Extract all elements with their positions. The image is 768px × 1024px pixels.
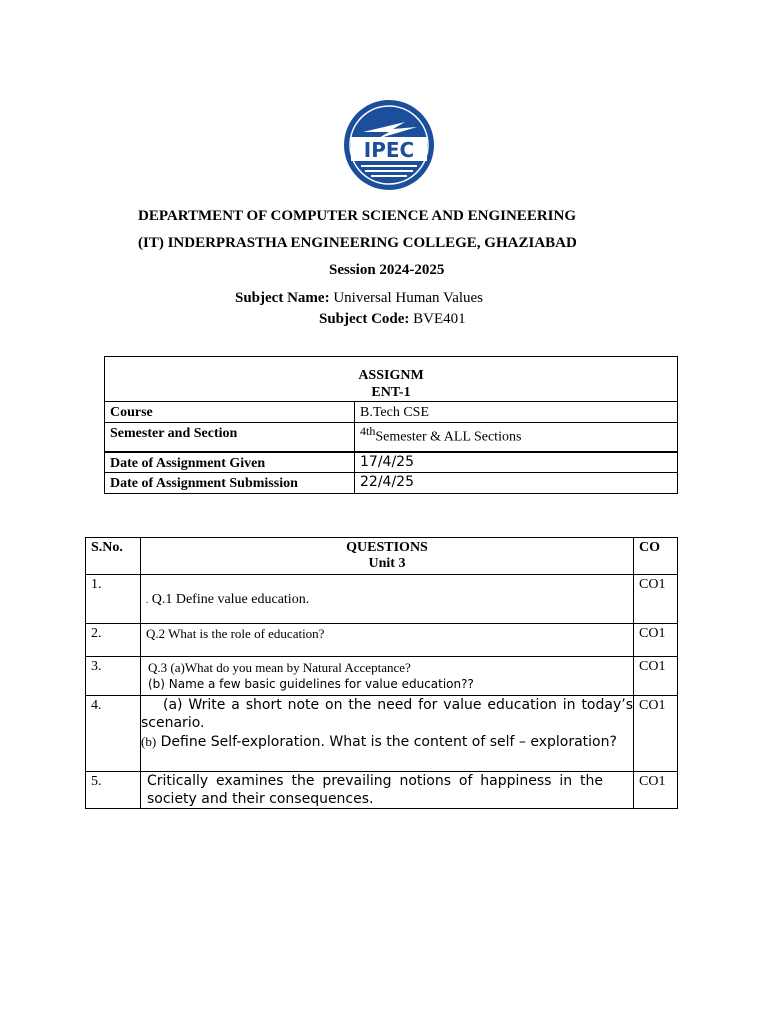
row-question-text: Q.2 What is the role of education? <box>141 624 634 657</box>
date-submission-value: 22/4/25 <box>355 473 678 494</box>
assignment-title-line2: ENT-1 <box>371 385 411 400</box>
row-sno: 1. <box>86 575 141 624</box>
row-question <box>141 696 634 772</box>
assignment-title-cell <box>105 357 678 402</box>
row-sno: 4. <box>86 696 141 772</box>
row-co: CO1 <box>634 696 678 772</box>
course-value: B.Tech CSE <box>355 402 678 423</box>
session-label: Session 2024-2025 <box>329 262 445 278</box>
table-row <box>86 696 678 772</box>
row-co: CO1 <box>634 657 678 696</box>
row-sno: 2. <box>86 624 141 657</box>
assignment-title-line1: ASSIGNM <box>358 368 424 383</box>
subject-name <box>235 290 483 307</box>
table-row <box>86 624 678 657</box>
date-given-label: Date of Assignment Given <box>105 452 355 473</box>
row-question-text: Critically examines the prevailing notions of happiness in the society and their consequences. <box>141 772 634 809</box>
semester-text: Semester & ALL Sections <box>375 429 522 445</box>
department-title: DEPARTMENT OF COMPUTER SCIENCE AND ENGINEERING <box>138 208 576 224</box>
sno-header: S.No. <box>86 538 141 575</box>
questions-table <box>85 537 678 809</box>
row-question <box>141 657 634 696</box>
college-title: (IT) INDERPRASTHA ENGINEERING COLLEGE, GHAZIABAD <box>138 235 577 251</box>
row-sno: 5. <box>86 772 141 809</box>
course-label: Course <box>105 402 355 423</box>
table-row <box>86 657 678 696</box>
questions-header <box>141 538 634 575</box>
table-row <box>86 772 678 809</box>
unit-label: Unit 3 <box>368 556 406 571</box>
assignment-info-table <box>104 356 678 494</box>
subject-name-value: Universal Human Values <box>329 290 484 306</box>
row-question-b-label: (b) <box>141 734 157 749</box>
date-given-value: 17/4/25 <box>355 452 678 473</box>
semester-sup: 4th <box>360 424 376 438</box>
row-co: CO1 <box>634 772 678 809</box>
subject-code <box>319 311 466 328</box>
row-sno: 3. <box>86 657 141 696</box>
row-prefix: . <box>146 595 149 605</box>
semester-label: Semester and Section <box>105 423 355 452</box>
subject-code-label: Subject Code: <box>319 311 410 327</box>
table-row <box>86 575 678 624</box>
row-question-text: Q.1 Define value education. <box>151 592 310 607</box>
row-co: CO1 <box>634 624 678 657</box>
co-header: CO <box>634 538 678 575</box>
subject-code-value: BVE401 <box>409 311 466 327</box>
logo-text: IPEC <box>363 138 415 162</box>
row-question-text: (a) Write a short note on the need for value education in today’s scenario. <box>141 697 633 731</box>
date-submission-label: Date of Assignment Submission <box>105 473 355 494</box>
semester-value <box>355 423 678 452</box>
row-question <box>141 575 634 624</box>
ipec-logo <box>343 99 435 191</box>
questions-header-label: QUESTIONS <box>346 540 428 555</box>
row-co: CO1 <box>634 575 678 624</box>
subject-name-label: Subject Name: <box>235 290 330 306</box>
row-question-text: Q.3 (a)What do you mean by Natural Acceptance? <box>148 660 411 675</box>
row-question-b: Define Self-exploration. What is the content of self – exploration? <box>156 734 617 750</box>
row-question-b: (b) Name a few basic guidelines for value education?? <box>148 677 474 691</box>
